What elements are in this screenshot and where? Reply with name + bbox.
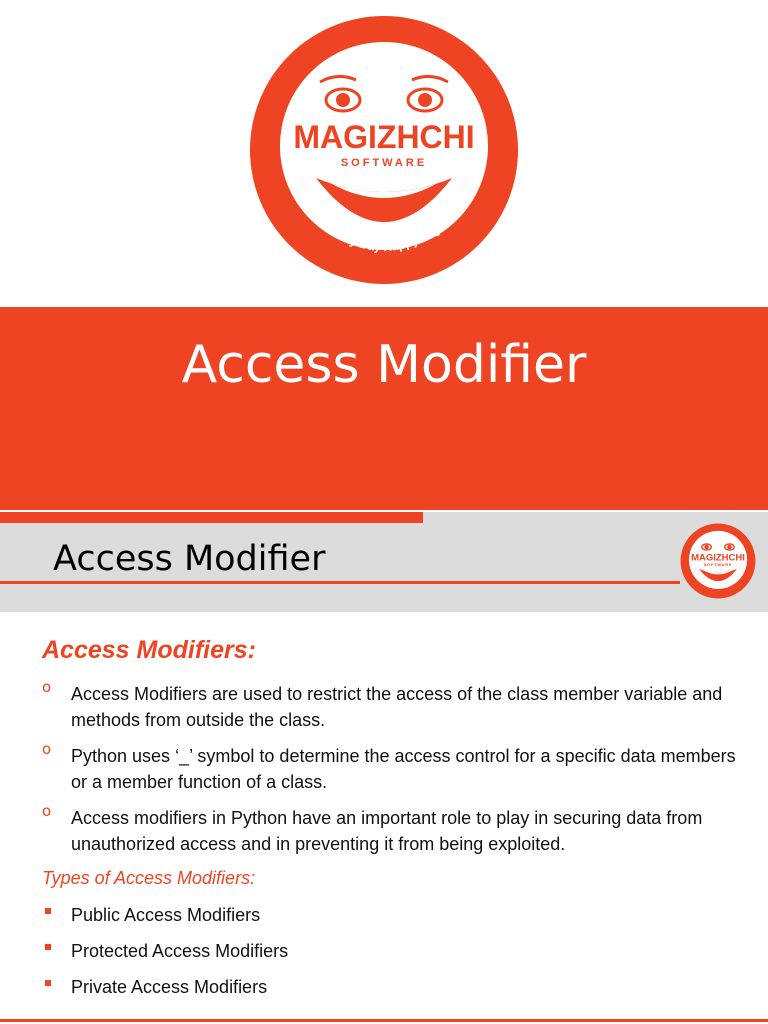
list-item: [42, 740, 742, 795]
types-list: [42, 903, 542, 1011]
magizhchi-logo-small: [680, 523, 756, 599]
magizhchi-logo: [248, 16, 520, 284]
square-bullet-icon: [45, 944, 51, 950]
slide-title: Access Modifier: [181, 335, 587, 395]
list-item: [42, 678, 742, 733]
bullet-circle-icon: o: [42, 678, 52, 696]
logo-sub-text: SOFTWARE: [340, 157, 428, 169]
footer-line: [0, 1019, 768, 1022]
logo-tagline: Every Day Happy Day: [324, 221, 444, 255]
type-text: Public Access Modifiers: [71, 905, 261, 925]
section-title: Access Modifier: [53, 539, 326, 579]
list-item: [42, 939, 542, 975]
header-underline: [0, 581, 680, 584]
logo-small-brand-text: MAGIZHCHI: [691, 552, 745, 564]
logo-small-sub-text: SOFTWARE: [703, 562, 733, 568]
types-heading: Types of Access Modifiers:: [42, 868, 256, 888]
content-heading: Access Modifiers:: [42, 636, 256, 664]
title-band: [0, 307, 768, 510]
square-bullet-icon: [45, 980, 51, 986]
bullet-list: [42, 678, 742, 867]
bullet-circle-icon: o: [42, 802, 52, 820]
type-text: Protected Access Modifiers: [71, 941, 289, 961]
square-bullet-icon: [45, 908, 51, 914]
list-item: [42, 975, 542, 1011]
logo-brand-text: MAGIZHCHI: [293, 119, 475, 155]
bullet-text: Access Modifiers are used to restrict the access of the class member variable and methods from outside the class.: [71, 684, 723, 730]
bullet-circle-icon: o: [42, 740, 52, 758]
list-item: [42, 903, 542, 939]
bullet-text: Python uses ‘_’ symbol to determine the access control for a specific data members or a member function of a class.: [71, 746, 736, 792]
bullet-text: Access modifiers in Python have an important role to play in securing data from unauthorized access and in preventing it from being exploited.: [71, 808, 703, 854]
type-text: Private Access Modifiers: [71, 977, 268, 997]
list-item: [42, 802, 742, 857]
header-accent-bar: [0, 512, 423, 523]
